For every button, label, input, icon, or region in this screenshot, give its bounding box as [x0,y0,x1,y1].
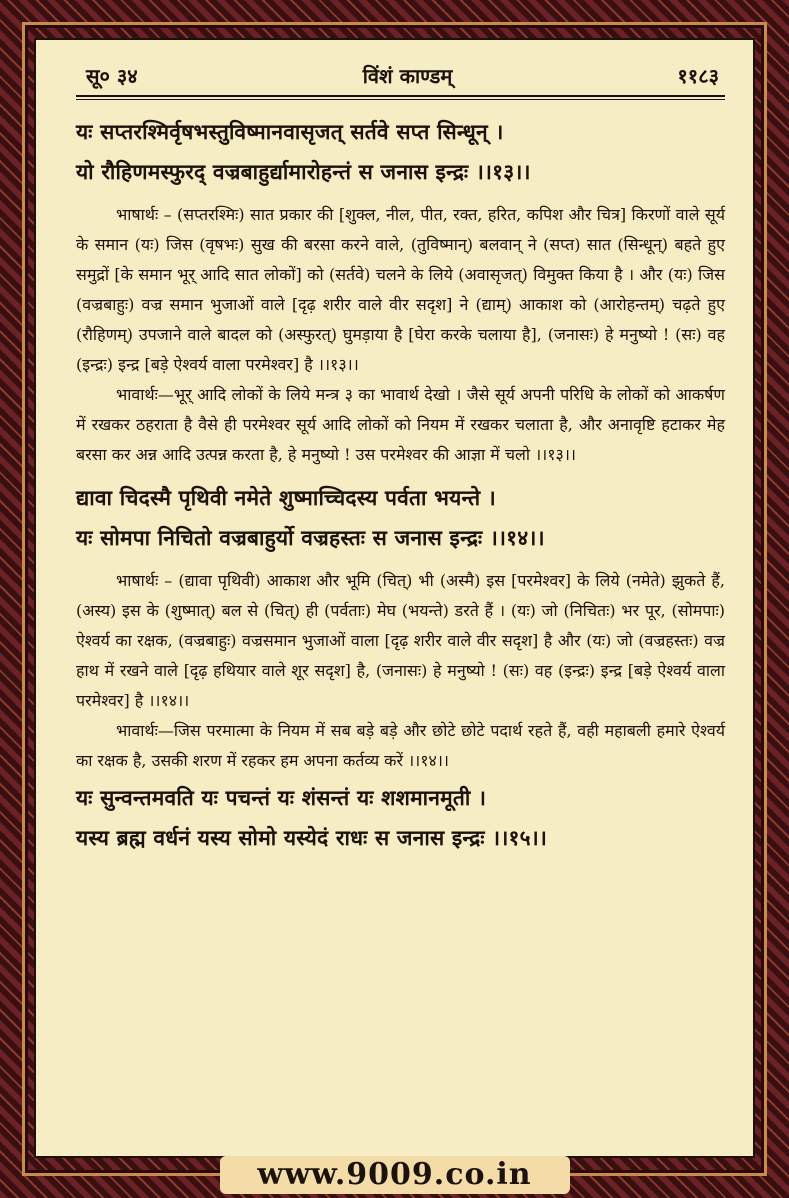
book-page [34,38,755,1158]
page-number: ११८३ [677,64,719,88]
bhashya-14: भाषार्थः – (द्यावा पृथिवी) आकाश और भूमि (चित्) भी (अस्मै) इस [परमेश्वर] के लिये (नमेते) झुकते हैं, (अस्य) इस के (शुष्मात्) बल से (चित्) ही (पर्वताः) मेघ (भयन्ते) डरते हैं । (यः) जो (निचितः) भर पूर, (सोमपाः) ऐश्वर्य का रक्षक, (वज्रबाहुः) वज्रसमान भुजाओं वाला [दृढ़ शरीर वाले वीर सदृश] है और (यः) जो (वज्रहस्तः) वज्र हाथ में रखने वाले [दृढ़ हथियार वाले शूर सदृश] है, (जनासः) हे मनुष्यो ! (सः) वह (इन्द्रः) इन्द्र [बड़े ऐश्वर्य वाला परमेश्वर] है ।।१४।। [76,571,725,710]
mantra-line: यः सप्तरश्मिर्वृषभस्तुविष्मानवासृजत् सर्तवे सप्त सिन्धून् । [76,119,504,144]
page-header [76,62,725,95]
bhavartha-14: भावार्थः—जिस परमात्मा के नियम में सब बड़े बड़े और छोटे छोटे पदार्थ रहते हैं, वही महाबली हमारे ऐश्वर्य का रक्षक है, उसकी शरण में रहकर हम अपना कर्तव्य करें ।।१४।। [76,721,725,770]
sukta-number: सू० ३४ [86,64,138,88]
header-rule [76,95,725,100]
mantra-line: यः सोमपा निचितो वज्रबाहुर्यो वज्रहस्तः स जनास इन्द्रः ।।१४।। [76,525,545,550]
mantra-14 [76,480,725,556]
bhashya-13: भाषार्थः – (सप्तरश्मिः) सात प्रकार की [शुक्ल, नील, पीत, रक्त, हरित, कपिश और चित्र] किरणों वाले सूर्य के समान (यः) जिस (वृषभः) सुख की बरसा करने वाले, (तुविष्मान्) बलवान् ने (सप्त) सात (सिन्धून्) बहते हुए समुद्रों [के समान भूर् आदि सात लोकों] को (सर्तवे) चलने के लिये (अवासृजत्) विमुक्त किया है । और (यः) जिस (वज्रबाहुः) वज्र समान भुजाओं वाले [दृढ़ शरीर वाले वीर सदृश] ने (द्याम्) आकाश को (आरोहन्तम्) चढ़ते हुए (रौहिणम्) उपजाने वाले बादल को (अस्फुरत्) घुमड़ाया है [घेरा करके चलाया है], (जनासः) हे मनुष्यो ! (सः) वह (इन्द्रः) इन्द्र [बड़े ऐश्वर्य वाला परमेश्वर] है ।।१३।। [76,205,725,374]
mantra-line: यो रौहिणमस्फुरद् वज्रबाहुर्द्यामारोहन्तं स जनास इन्द्रः ।।१३।। [76,159,531,184]
mantra-15 [76,780,725,856]
website-url[interactable]: www.9009.co.in [257,1157,532,1192]
mantra-line: यः सुन्वन्तमवति यः पचन्तं यः शंसन्तं यः शशमानमूती । [76,785,487,810]
mantra-13 [76,114,725,190]
mantra-line: द्यावा चिदस्मै पृथिवी नमेते शुष्माच्चिदस्य पर्वता भयन्ते । [76,485,496,510]
bhavartha-13: भावार्थः—भूर् आदि लोकों के लिये मन्त्र ३ का भावार्थ देखो । जैसे सूर्य अपनी परिधि के लोकों को आकर्षण में रखकर ठहराता है वैसे ही परमेश्वर सूर्य आदि लोकों को नियम में रखकर चलाता है, और अनावृष्टि हटाकर मेह बरसा कर अन्न आदि उत्पन्न करता है, हे मनुष्यो ! उस परमेश्वर की आज्ञा में चलो ।।१३।। [76,385,725,464]
mantra-line: यस्य ब्रह्म वर्धनं यस्य सोमो यस्येदं राधः स जनास इन्द्रः ।।१५।। [76,825,548,850]
kanda-title: विंशं काण्डम् [362,64,453,88]
